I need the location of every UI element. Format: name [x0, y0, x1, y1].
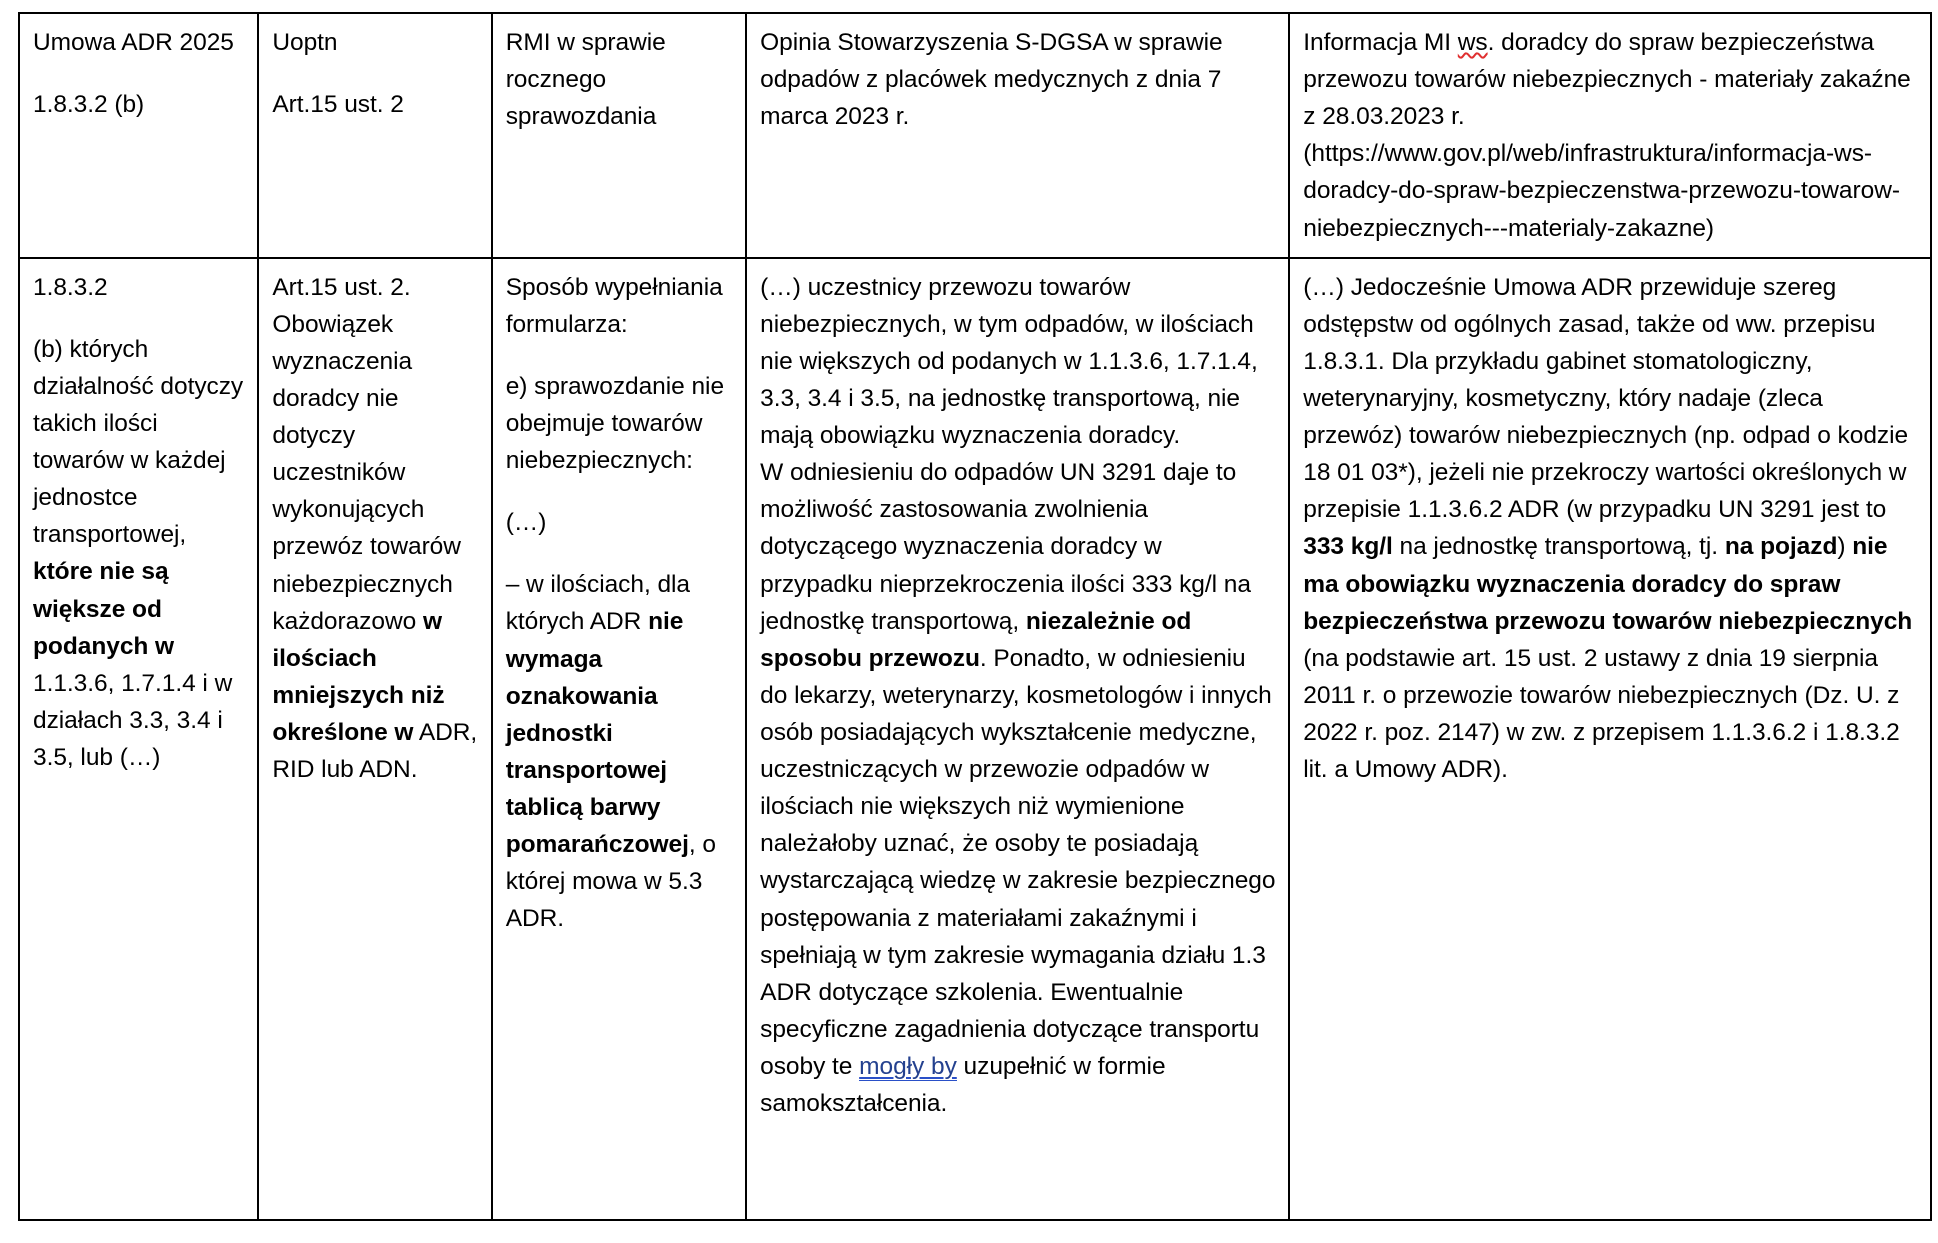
informacja-text-d: (na podstawie art. 15 ust. 2 ustawy z dnia 19 sierpnia 2011 r. o przewozie towarów niebezpiecznych (Dz. U. z 2022 r. poz. 2147) w zw. z przepisem 1.1.3.6.2 i 1.8.3.2 lit. a Umowy ADR).	[1303, 644, 1900, 784]
header-opinia-title: Opinia Stowarzyszenia S-DGSA w sprawie odpadów z placówek medycznych z dnia 7 marca 2023 r.	[760, 29, 1223, 131]
body-cell-informacja-mi	[1289, 258, 1931, 1220]
opinia-text-bold: niezależnie od sposobu przewozu	[760, 607, 1192, 672]
header-uoptn-article: Art.15 ust. 2	[272, 91, 404, 119]
rmi-dash-text-bold: nie wymaga oznakowania jednostki transportowej tablicą barwy pomarańczowej	[505, 608, 689, 859]
adr-clause-text	[33, 331, 245, 776]
rmi-dash-text-a: – w ilościach, dla których ADR	[505, 571, 691, 636]
spellcheck-word-ws: ws	[1457, 29, 1488, 56]
body-cell-umowa-adr	[19, 258, 258, 1220]
header-adr-clause: 1.8.3.2 (b)	[33, 91, 145, 119]
header-cell-uoptn	[258, 13, 491, 258]
opinia-para-2	[760, 454, 1276, 1122]
uoptn-text-b: ADR, RID lub ADN.	[272, 718, 478, 784]
opinia-para-1: (…) uczestnicy przewozu towarów niebezpiecznych, w tym odpadów, w ilościach nie większych od podanych w 1.1.3.6, 1.7.1.4, 3.3, 3.4 i 3.5, na jednostkę transportową, nie mają obowiązku wyznaczenia doradcy.	[760, 273, 1258, 450]
header-cell-rmi	[492, 13, 746, 258]
rmi-intro: Sposób wypełniania formularza:	[505, 273, 723, 338]
adr-text-bold: które nie są większe od podanych w	[33, 558, 175, 660]
informacja-bold-obligation: nie ma obowiązku wyznaczenia doradcy do spraw bezpieczeństwa przewozu towarów niebezpiecznych	[1303, 533, 1913, 635]
uoptn-text-bold: w ilościach mniejszych niż określone w	[272, 607, 445, 746]
body-cell-uoptn	[258, 258, 491, 1220]
header-informacja-text-rest: . doradcy do spraw bezpieczeństwa przewozu towarów niebezpiecznych - materiały zakaźne z 28.03.2023 r.(https://www.gov.pl/web/infrastruktura/informacja-ws-doradcy-do-spraw-bezpieczenstwa-przewozu-towarow-niebezpiecznych---materialy-zakazne)	[1303, 29, 1911, 242]
rmi-dash-text-b: , o której mowa w 5.3 ADR.	[505, 831, 716, 933]
header-informacja-text-start: Informacja MI	[1303, 29, 1458, 56]
header-cell-umowa-adr	[19, 13, 258, 258]
header-adr-title: Umowa ADR 2025	[33, 29, 234, 56]
informacja-text-c: )	[1837, 533, 1853, 561]
header-informacja-title	[1303, 24, 1918, 247]
adr-clause-number: 1.8.3.2	[33, 273, 108, 301]
header-rmi-title: RMI w sprawie rocznego sprawozdania	[505, 29, 666, 131]
informacja-text-b: na jednostkę transportową, tj.	[1392, 533, 1725, 561]
rmi-dash-item	[506, 566, 733, 937]
adr-text-a: (b) których działalność dotyczy takich ilości towarów w każdej jednostce transportowej,	[33, 335, 244, 549]
body-cell-opinia	[746, 258, 1289, 1220]
informacja-para	[1303, 269, 1918, 789]
table-header-row	[19, 13, 1931, 258]
adr-text-b: 1.1.3.6, 1.7.1.4 i w działach 3.3, 3.4 i 3.5, lub (…)	[33, 669, 233, 771]
informacja-text-a: (…) Jedocześnie Umowa ADR przewiduje szereg odstępstw od ogólnych zasad, także od ww. przepisu 1.8.3.1. Dla przykładu gabinet stomatologiczny, weterynaryjny, kosmetyczny, który nadaje (zleca przewóz) towarów niebezpiecznych (np. odpad o kodzie 18 01 03*), jeżeli nie przekroczy wartości określonych w przepisie 1.1.3.6.2 ADR (w przypadku UN 3291 jest to	[1303, 273, 1909, 524]
header-cell-informacja-mi	[1289, 13, 1931, 258]
opinia-text-b: . Ponadto, w odniesieniu do lekarzy, weterynarzy, kosmetologów i innych osób posiadających wykształcenie medyczne, uczestniczących w przewozie odpadów w ilościach nie większych niż wymienione należałoby uznać, że osoby te posiadają wystarczającą wiedzę w zakresie bezpiecznego postępowania z materiałami zakaźnymi i spełniają w tym zakresie wymagania działu 1.3 ADR dotyczące szkolenia. Ewentualnie specyficzne zagadnienia dotyczące transportu osoby te	[760, 644, 1276, 1080]
header-cell-opinia	[746, 13, 1289, 258]
body-cell-rmi	[492, 258, 746, 1220]
comparison-table	[18, 12, 1932, 1221]
rmi-point-e: e) sprawozdanie nie obejmuje towarów niebezpiecznych:	[505, 372, 725, 475]
uoptn-text	[272, 269, 478, 789]
informacja-bold-amount: 333 kg/l	[1303, 533, 1393, 561]
header-uoptn-title: Uoptn	[272, 29, 338, 56]
table-body-row	[19, 258, 1931, 1220]
opinia-text-c: uzupełnić w formie samokształcenia.	[760, 1052, 1166, 1118]
grammar-flagged-phrase: mogły by	[859, 1052, 957, 1080]
rmi-ellipsis: (…)	[505, 509, 547, 537]
informacja-bold-vehicle: na pojazd	[1724, 533, 1838, 561]
opinia-text-a: W odniesieniu do odpadów UN 3291 daje to możliwość zastosowania zwolnienia dotyczącego wyznaczenia doradcy w przypadku nieprzekroczenia ilości 333 kg/l na jednostkę transportową,	[760, 459, 1251, 635]
uoptn-text-a: Art.15 ust. 2. Obowiązek wyznaczenia doradcy nie dotyczy uczestników wykonujących przewóz towarów niebezpiecznych każdorazowo	[272, 273, 461, 635]
